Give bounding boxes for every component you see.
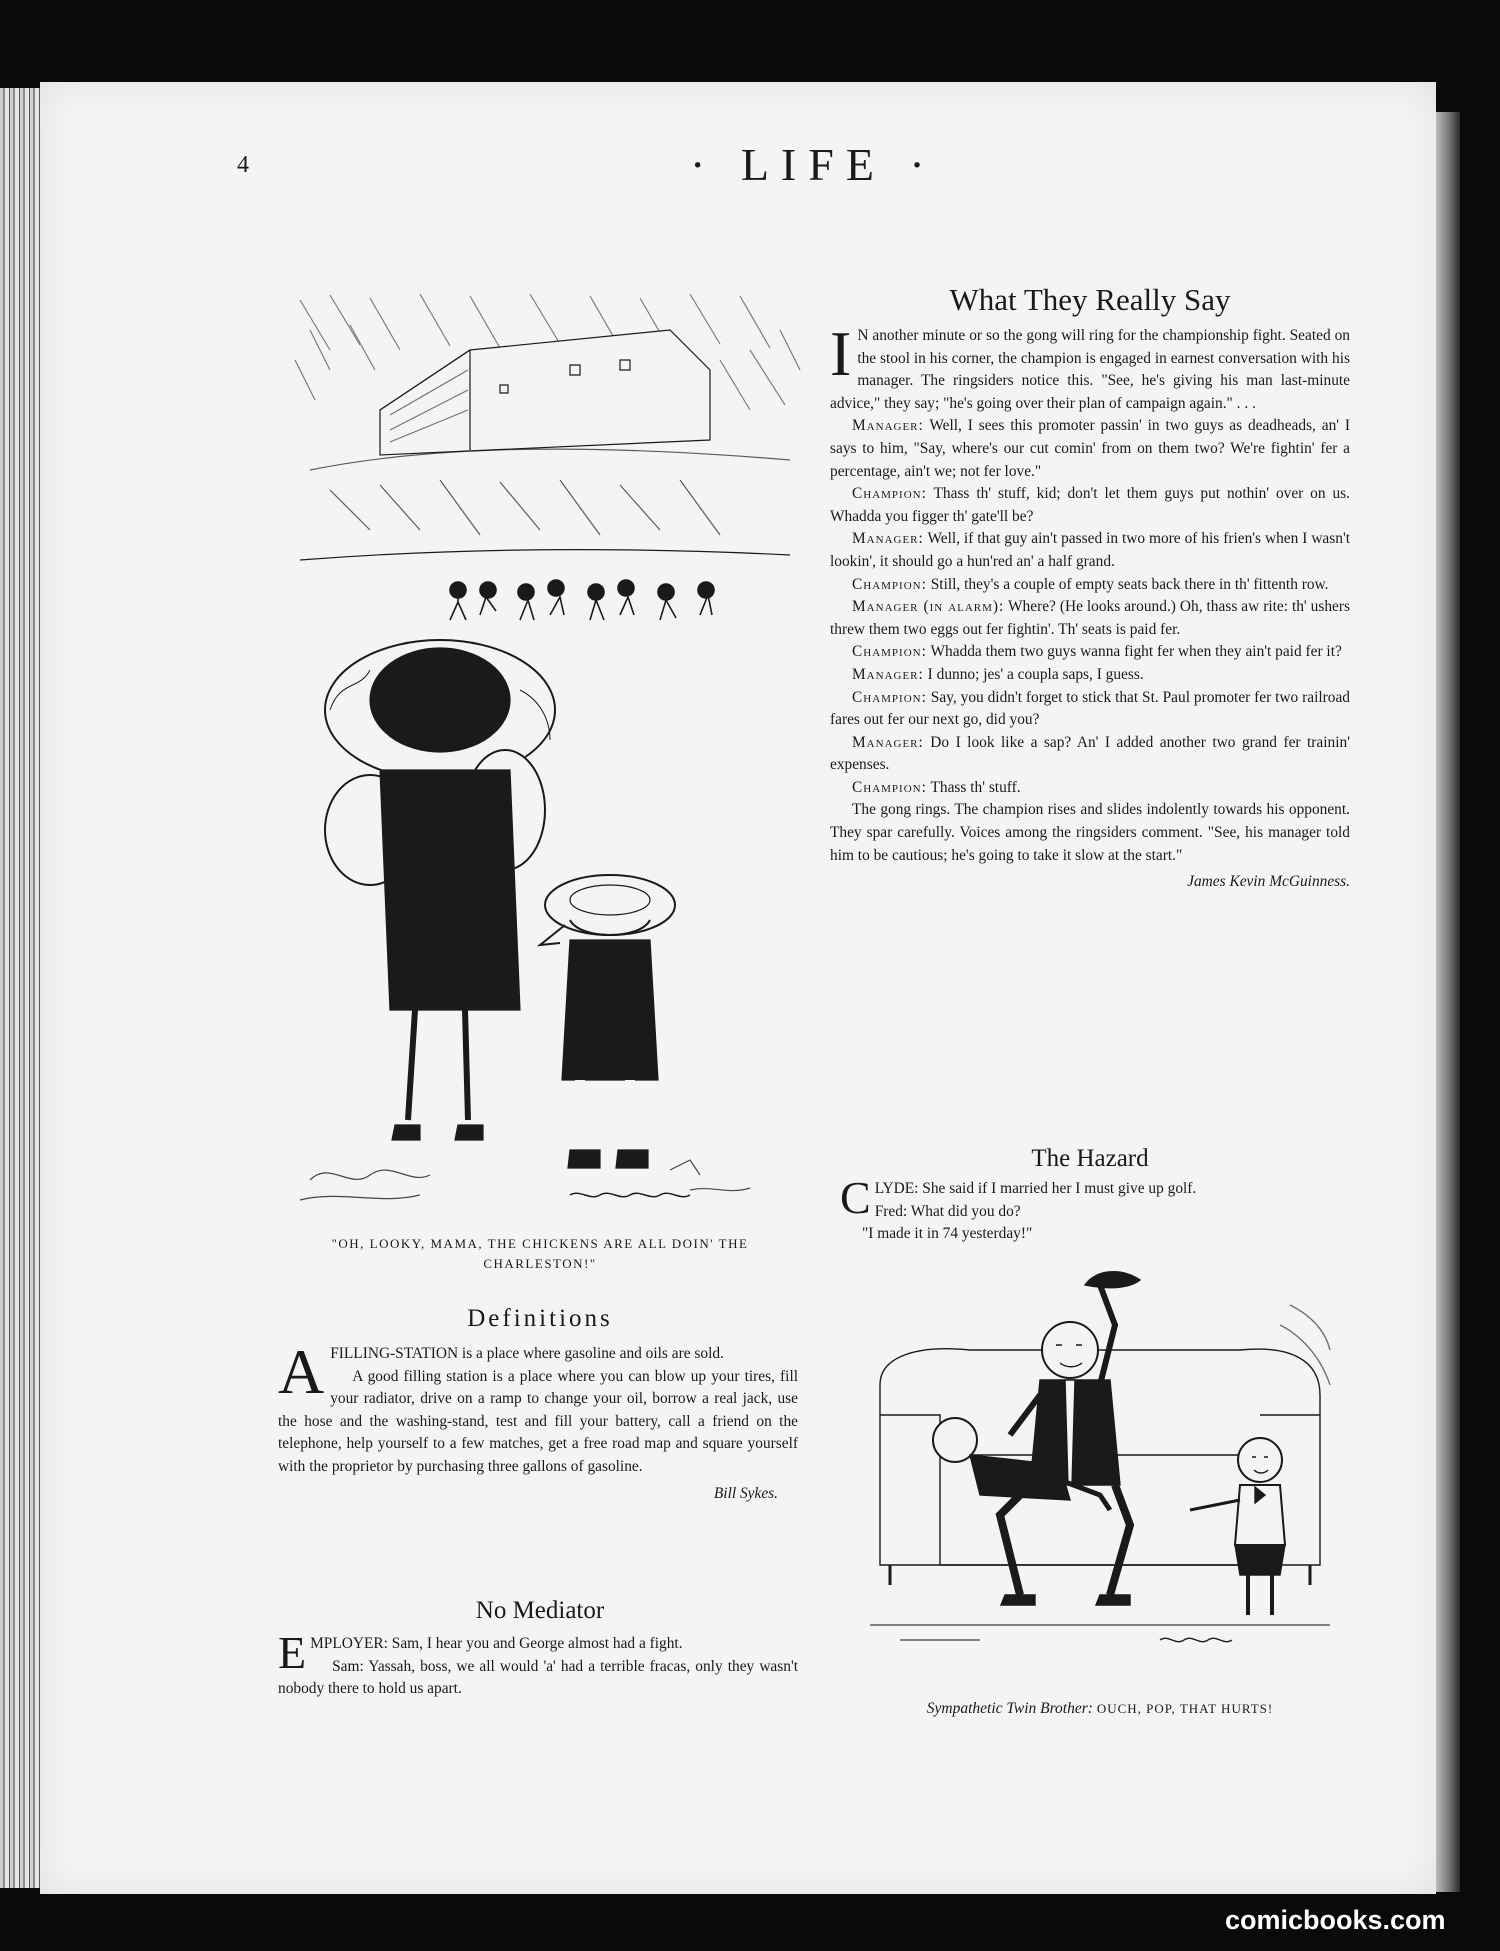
dialogue-speaker: Manager:: [852, 733, 924, 751]
dialogue-text: I dunno; jes' a coupla saps, I guess.: [927, 665, 1144, 683]
dialogue-text: Well, I sees this promoter passin' in two guys as deadheads, an' I says to him, "Say, where's our cut comin' from on them two? We're fightin' fer a percentage, ain't we; not fer love.": [830, 417, 1351, 480]
dialogue-line: [830, 574, 1350, 597]
definitions-p1: FILLING-STATION is a place where gasoline and oils are sold.: [330, 1345, 724, 1362]
masthead: · LIFE ·: [690, 139, 937, 190]
dialogue-speaker: Champion:: [852, 575, 927, 593]
dialogue-line: [830, 528, 1350, 573]
dialogue-line: [830, 687, 1350, 732]
dialogue-text: Where? (He looks around.) Oh, thass aw rite: th' ushers threw them two eggs out fer fightin'. Th' seats is paid fer.: [830, 598, 1350, 638]
dialogue-speaker: Manager:: [852, 417, 924, 435]
dialogue-text: Do I look like a sap? An' I added another two grand fer trainin' expenses.: [830, 733, 1350, 774]
dialogue-line: [830, 415, 1350, 483]
the-hazard-title: The Hazard: [1031, 1145, 1149, 1172]
caption-exclamation: OUCH, POP, THAT HURTS!: [1096, 1701, 1274, 1716]
dialogue-line: [830, 732, 1350, 777]
hazard-line-3: "I made it in 74 yesterday!": [862, 1225, 1033, 1243]
definitions-article: [278, 1336, 798, 1505]
caption-speaker: Sympathetic Twin Brother:: [926, 1700, 1093, 1717]
site-watermark: comicbooks.com: [1225, 1905, 1446, 1935]
dialogue-speaker: Champion:: [852, 778, 927, 796]
page-number: 4: [237, 152, 249, 178]
dialogue-line: [830, 777, 1350, 800]
no-mediator-article: [278, 1627, 798, 1701]
book-binding-edge: [0, 88, 40, 1888]
dialogue-speaker: Manager:: [852, 530, 924, 548]
top-cartoon-caption: "OH, LOOKY, MAMA, THE CHICKENS ARE ALL DOIN' THE CHARLESTON!": [331, 1236, 749, 1271]
dialogue-speaker: Champion:: [852, 688, 927, 706]
dropcap-a: A: [278, 1336, 325, 1407]
definitions-byline: Bill Sykes.: [713, 1484, 778, 1502]
dialogue-speaker: Manager (in alarm):: [852, 598, 1005, 616]
definitions-p2: A good filling station is a place where you can blow up your tires, fill your radiator, drive on a ramp to change your oil, borrow a real jack, use the hose and the washing-stand, test and fill your battery, call a friend on the telephone, help yourself to a few matches, get a free road map and square yourself with the proprietor by purchasing three gallons of gasoline.: [278, 1367, 798, 1475]
dialogue-line: [830, 483, 1350, 528]
dropcap-c: C: [840, 1172, 871, 1223]
dialogue-text: Well, if that guy ain't passed in two more of his frien's when I wasn't lookin', it should go a hun'red an' a half grand.: [830, 530, 1350, 570]
dialogue-speaker: Champion:: [852, 643, 927, 661]
charleston-chickens-illustration: [290, 290, 810, 1220]
what-they-really-say-title: What They Really Say: [949, 282, 1231, 317]
hazard-line-2: Fred: What did you do?: [874, 1202, 1021, 1220]
definitions-title: Definitions: [467, 1305, 613, 1332]
hazard-line-1: LYDE: She said if I married her I must give up golf.: [874, 1180, 1197, 1197]
dialogue-line: [830, 596, 1350, 641]
dialogue-text: Thass th' stuff.: [930, 778, 1021, 796]
spanking-cartoon-illustration: [860, 1265, 1340, 1675]
bottom-cartoon-caption: [860, 1700, 1340, 1718]
dropcap-e: E: [278, 1627, 307, 1678]
article-intro: N another minute or so the gong will ring for the championship fight. Seated on the stool in his corner, the champion is engaged in earnest conversation with his manager. The ringsiders notice this. "See, he's giving his man last-minute advice," they say; "he's going over their plan of campaign again." . . .: [830, 327, 1350, 412]
dialogue-speaker: Manager:: [852, 665, 924, 683]
mediator-line-1: MPLOYER: Sam, I hear you and George almost had a fight.: [310, 1635, 683, 1652]
what-they-really-say-article: [830, 318, 1351, 894]
dialogue-line: [830, 641, 1350, 664]
dialogue-text: Whadda them two guys wanna fight fer when they ain't paid fer it?: [930, 643, 1342, 661]
dialogue-speaker: Champion:: [852, 485, 927, 503]
no-mediator-title: No Mediator: [475, 1597, 605, 1624]
dialogue-lines: [830, 415, 1350, 799]
dialogue-line: [830, 664, 1350, 687]
article-byline: James Kevin McGuinness.: [1187, 873, 1350, 891]
the-hazard-article: [840, 1172, 1355, 1246]
dialogue-text: Still, they's a couple of empty seats back there in th' fittenth row.: [930, 575, 1329, 593]
article-closing: The gong rings. The champion rises and slides indolently towards his opponent. They spar carefully. Voices among the ringsiders comment. "See, his manager told him to be cautious; he's going to take it slow at the start.": [830, 801, 1350, 864]
dialogue-text: Say, you didn't forget to stick that St. Paul promoter fer two railroad fares out fer our next go, did you?: [830, 688, 1350, 729]
page-edge-shadow: [1436, 112, 1460, 1892]
dialogue-text: Thass th' stuff, kid; don't let them guys put nothin' over on us. Whadda you figger th' gate'll be?: [830, 485, 1350, 525]
dropcap-i: I: [830, 318, 852, 389]
mediator-line-2: Sam: Yassah, boss, we all would 'a' had a terrible fracas, only they wasn't nobody there to hold us apart.: [278, 1657, 798, 1698]
